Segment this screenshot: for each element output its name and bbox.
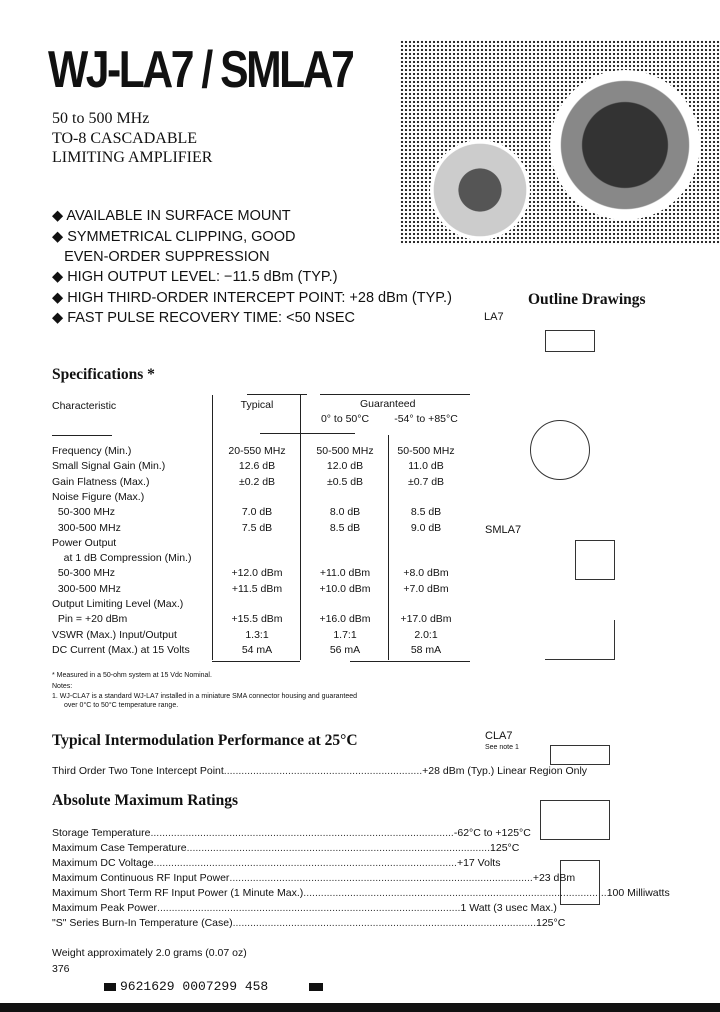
absmax-row: Maximum DC Voltage ........................................................................................................ +17 Volts (52, 857, 501, 869)
spec-guaranteed-0-50: 56 mA (329, 643, 361, 656)
spec-guaranteed-54-85: 58 mA (410, 643, 442, 656)
spec-label: Output Limiting Level (Max.) (52, 598, 184, 610)
subtitle-line: LIMITING AMPLIFIER (52, 149, 213, 166)
col-header-characteristic: Characteristic (52, 400, 117, 412)
spec-label: 300-500 MHz (52, 521, 121, 534)
spec-label: Pin = +20 dBm (52, 613, 128, 626)
spec-typical: 7.5 dB (241, 521, 273, 534)
spec-label: 50-300 MHz (52, 506, 116, 519)
spec-typical: 1.3:1 (245, 628, 269, 641)
spec-label: at 1 dB Compression (Min.) (52, 552, 192, 565)
spec-guaranteed-54-85: 8.5 dB (410, 506, 442, 519)
spec-guaranteed-0-50: 50-500 MHz (316, 445, 374, 457)
feature-item: ◆ HIGH THIRD-ORDER INTERCEPT POINT: +28 dBm (TYP.) (52, 290, 452, 306)
specifications-title: Specifications * (52, 366, 155, 383)
absmax-row: "S" Series Burn-In Temperature (Case) ........................................................................................................ 125°C (52, 917, 566, 929)
spec-typical: 12.6 dB (238, 460, 276, 473)
feature-item: EVEN-ORDER SUPPRESSION (64, 249, 270, 265)
subtitle-line: TO-8 CASCADABLE (52, 130, 198, 147)
spec-guaranteed-0-50: +11.0 dBm (319, 567, 371, 580)
absmax-row: Storage Temperature ........................................................................................................ -62°C to +125°C (52, 827, 531, 839)
note-1: 1. WJ-CLA7 is a standard WJ-LA7 installed in a miniature SMA connector housing and guaranteed (52, 693, 358, 700)
spec-guaranteed-54-85: +17.0 dBm (400, 613, 452, 626)
spec-label: Noise Figure (Max.) (52, 490, 145, 503)
la7-side-drawing (545, 330, 595, 352)
product-photo (400, 40, 720, 245)
spec-typical: 54 mA (241, 643, 273, 656)
note-1-cont: over 0°C to 50°C temperature range. (64, 702, 179, 709)
drawing-label-cla7: CLA7 (485, 730, 513, 742)
absmax-row: Maximum Continuous RF Input Power ........................................................................................................ +23 dBm (52, 872, 576, 884)
spec-typical: +12.0 dBm (231, 567, 283, 580)
weight-note: Weight approximately 2.0 grams (0.07 oz) (52, 947, 247, 959)
spec-guaranteed-54-85: +8.0 dBm (403, 567, 449, 580)
subtitle-line: 50 to 500 MHz (52, 110, 150, 127)
spec-label: Gain Flatness (Max.) (52, 475, 150, 488)
spec-label: DC Current (Max.) at 15 Volts (52, 643, 190, 656)
page-number: 376 (52, 963, 70, 975)
drawing-label-la7: LA7 (484, 311, 504, 323)
spec-guaranteed-54-85: 2.0:1 (414, 628, 438, 641)
absmax-row: Maximum Case Temperature ........................................................................................................ 125°C (52, 842, 520, 854)
spec-label: VSWR (Max.) Input/Output (52, 628, 177, 641)
drawing-label-smla7: SMLA7 (485, 524, 522, 536)
spec-label: 50-300 MHz (52, 567, 116, 580)
barcode-number: 9621629 0007299 458 (120, 979, 269, 994)
spec-typical: 7.0 dB (241, 506, 273, 519)
spec-typical: ±0.2 dB (238, 475, 276, 488)
intermod-title: Typical Intermodulation Performance at 25°C (52, 732, 358, 749)
absmax-title: Absolute Maximum Ratings (52, 792, 239, 809)
absmax-row: Maximum Short Term RF Input Power (1 Minute Max.) ........................................................................................................ 100 Milliwatts (52, 887, 670, 899)
spec-typical: +11.5 dBm (231, 582, 283, 595)
cla7-top-drawing (550, 745, 610, 765)
product-title: WJ-LA7 / SMLA7 (48, 41, 353, 99)
la7-top-drawing (530, 420, 590, 480)
spec-guaranteed-0-50: +16.0 dBm (319, 613, 371, 626)
col-header-range2: -54° to +85°C (394, 413, 458, 425)
spec-guaranteed-54-85: 11.0 dB (408, 460, 444, 473)
spec-label: Small Signal Gain (Min.) (52, 460, 166, 473)
smla7-side-drawing (545, 620, 615, 660)
feature-item: ◆ HIGH OUTPUT LEVEL: −11.5 dBm (TYP.) (52, 269, 338, 285)
feature-item: ◆ SYMMETRICAL CLIPPING, GOOD (52, 229, 296, 245)
spec-guaranteed-0-50: ±0.5 dB (326, 475, 364, 488)
spec-guaranteed-54-85: 50-500 MHz (397, 445, 455, 457)
spec-guaranteed-0-50: 1.7:1 (333, 628, 357, 641)
outline-drawings-title: Outline Drawings (528, 291, 646, 308)
col-header-typical: Typical (240, 399, 274, 411)
spec-guaranteed-54-85: 9.0 dB (410, 521, 442, 534)
absmax-row: Maximum Peak Power ........................................................................................................ 1 Watt (3 usec Max.) (52, 902, 557, 914)
spec-label: 300-500 MHz (52, 582, 121, 595)
smla7-top-drawing (575, 540, 615, 580)
spec-guaranteed-0-50: 8.0 dB (329, 506, 361, 519)
spec-label: Power Output (52, 536, 117, 549)
spec-guaranteed-54-85: +7.0 dBm (403, 582, 449, 595)
drawing-note: See note 1 (485, 744, 519, 751)
spec-typical: +15.5 dBm (231, 613, 283, 626)
spec-label: Frequency (Min.) (52, 445, 132, 457)
feature-item: ◆ AVAILABLE IN SURFACE MOUNT (52, 208, 291, 224)
footnote: * Measured in a 50-ohm system at 15 Vdc Nominal. (52, 672, 212, 679)
spec-guaranteed-0-50: 12.0 dB (326, 460, 364, 473)
col-header-guaranteed: Guaranteed (360, 398, 416, 410)
cla7-side-drawing (540, 800, 610, 840)
spec-guaranteed-54-85: ±0.7 dB (407, 475, 445, 488)
spec-guaranteed-0-50: 8.5 dB (329, 521, 361, 534)
spec-guaranteed-0-50: +10.0 dBm (319, 582, 371, 595)
notes-label: Notes: (52, 683, 73, 690)
intermod-row: Third Order Two Tone Intercept Point .................................................................... +28 dBm (Typ.) Linear Region Only (52, 765, 588, 777)
col-header-range1: 0° to 50°C (320, 413, 370, 425)
spec-typical: 20-550 MHz (228, 445, 286, 457)
feature-item: ◆ FAST PULSE RECOVERY TIME: <50 NSEC (52, 310, 356, 326)
